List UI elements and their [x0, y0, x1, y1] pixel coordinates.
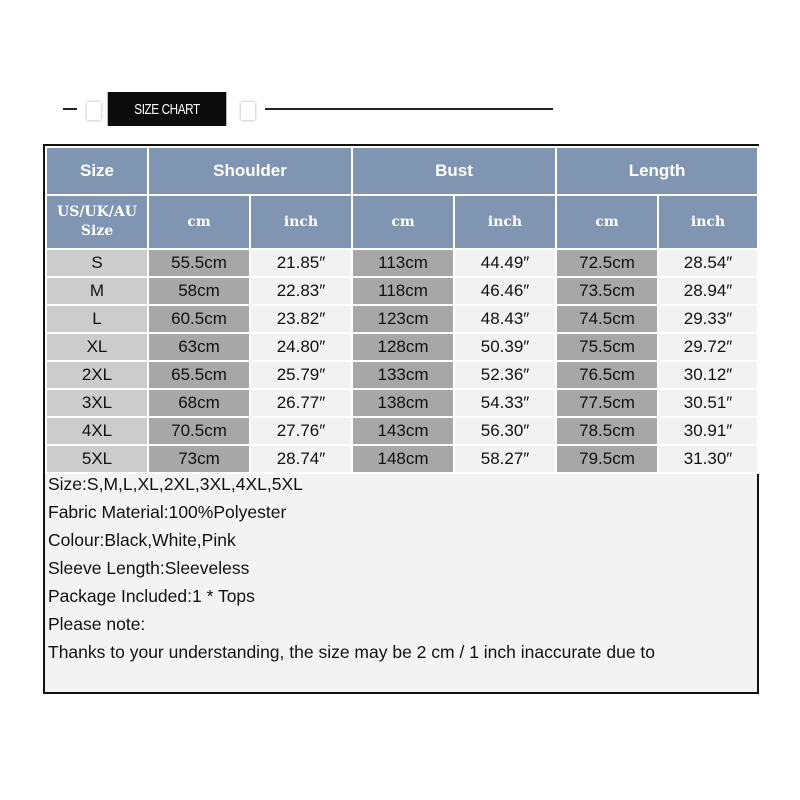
header-bust: Bust — [352, 147, 556, 195]
size-label-line2: Size — [80, 223, 114, 239]
cell-length-inch: 29.33″ — [658, 305, 758, 333]
cell-length-inch: 30.12″ — [658, 361, 758, 389]
cell-size: L — [46, 305, 148, 333]
table-row — [46, 277, 758, 305]
unit-length-cm: cm — [556, 195, 658, 249]
cell-size: XL — [46, 333, 148, 361]
table-row — [46, 249, 758, 277]
size-chart-title: SIZE CHART — [108, 92, 227, 126]
cell-length-inch: 28.54″ — [658, 249, 758, 277]
cell-length-inch: 30.51″ — [658, 389, 758, 417]
note-line: Colour:Black,White,Pink — [48, 530, 236, 550]
cell-size: S — [46, 249, 148, 277]
header-size-label — [46, 195, 148, 249]
cell-bust-inch: 50.39″ — [454, 333, 556, 361]
cell-length-cm: 78.5cm — [556, 417, 658, 445]
table-row — [46, 333, 758, 361]
cell-shoulder-cm: 65.5cm — [148, 361, 250, 389]
cell-size: 3XL — [46, 389, 148, 417]
cell-length-cm: 76.5cm — [556, 361, 658, 389]
banner-right-line — [265, 108, 553, 110]
size-chart-frame — [43, 144, 759, 694]
cell-bust-cm: 138cm — [352, 389, 454, 417]
cell-shoulder-cm: 63cm — [148, 333, 250, 361]
cell-bust-inch: 46.46″ — [454, 277, 556, 305]
cell-shoulder-inch: 22.83″ — [250, 277, 352, 305]
note-line: Please note: — [48, 614, 146, 634]
cell-bust-inch: 58.27″ — [454, 445, 556, 473]
banner-left-line — [63, 108, 77, 110]
table-row — [46, 445, 758, 473]
cell-shoulder-inch: 27.76″ — [250, 417, 352, 445]
table-row — [46, 417, 758, 445]
header-size: Size — [46, 147, 148, 195]
cell-bust-inch: 48.43″ — [454, 305, 556, 333]
banner-right-tab — [241, 102, 255, 120]
header-length: Length — [556, 147, 758, 195]
cell-size: M — [46, 277, 148, 305]
cell-bust-cm: 143cm — [352, 417, 454, 445]
cell-length-inch: 31.30″ — [658, 445, 758, 473]
cell-shoulder-cm: 58cm — [148, 277, 250, 305]
cell-size: 4XL — [46, 417, 148, 445]
unit-bust-inch: inch — [454, 195, 556, 249]
unit-bust-cm: cm — [352, 195, 454, 249]
size-table-body — [46, 249, 758, 473]
cell-length-cm: 74.5cm — [556, 305, 658, 333]
note-line: Fabric Material:100%Polyester — [48, 502, 287, 522]
table-row — [46, 389, 758, 417]
cell-length-cm: 73.5cm — [556, 277, 658, 305]
unit-length-inch: inch — [658, 195, 758, 249]
cell-bust-cm: 133cm — [352, 361, 454, 389]
cell-shoulder-cm: 68cm — [148, 389, 250, 417]
cell-shoulder-inch: 26.77″ — [250, 389, 352, 417]
header-row-units — [46, 195, 758, 249]
cell-bust-cm: 148cm — [352, 445, 454, 473]
header-row-groups — [46, 147, 758, 195]
size-table — [45, 146, 759, 474]
cell-size: 5XL — [46, 445, 148, 473]
cell-shoulder-inch: 28.74″ — [250, 445, 352, 473]
cell-shoulder-cm: 70.5cm — [148, 417, 250, 445]
size-chart-banner — [55, 90, 555, 128]
unit-shoulder-cm: cm — [148, 195, 250, 249]
note-line: Size:S,M,L,XL,2XL,3XL,4XL,5XL — [48, 474, 303, 494]
size-label-line1: US/UK/AU — [57, 204, 137, 220]
cell-shoulder-inch: 21.85″ — [250, 249, 352, 277]
cell-shoulder-cm: 73cm — [148, 445, 250, 473]
unit-shoulder-inch: inch — [250, 195, 352, 249]
cell-length-inch: 29.72″ — [658, 333, 758, 361]
cell-size: 2XL — [46, 361, 148, 389]
cell-length-cm: 77.5cm — [556, 389, 658, 417]
cell-bust-cm: 128cm — [352, 333, 454, 361]
cell-bust-inch: 44.49″ — [454, 249, 556, 277]
note-line: Thanks to your understanding, the size may be 2 cm / 1 inch inaccurate due to — [48, 642, 656, 662]
cell-bust-inch: 54.33″ — [454, 389, 556, 417]
table-row — [46, 361, 758, 389]
cell-bust-cm: 118cm — [352, 277, 454, 305]
table-row — [46, 305, 758, 333]
cell-length-inch: 30.91″ — [658, 417, 758, 445]
cell-length-cm: 72.5cm — [556, 249, 658, 277]
cell-shoulder-cm: 60.5cm — [148, 305, 250, 333]
cell-shoulder-inch: 24.80″ — [250, 333, 352, 361]
header-shoulder: Shoulder — [148, 147, 352, 195]
product-notes — [48, 470, 754, 666]
banner-left-tab — [87, 102, 101, 120]
cell-length-cm: 79.5cm — [556, 445, 658, 473]
cell-shoulder-inch: 25.79″ — [250, 361, 352, 389]
cell-bust-cm: 113cm — [352, 249, 454, 277]
cell-bust-inch: 52.36″ — [454, 361, 556, 389]
cell-shoulder-cm: 55.5cm — [148, 249, 250, 277]
note-line: Package Included:1 * Tops — [48, 586, 255, 606]
cell-bust-cm: 123cm — [352, 305, 454, 333]
cell-bust-inch: 56.30″ — [454, 417, 556, 445]
cell-shoulder-inch: 23.82″ — [250, 305, 352, 333]
note-line: Sleeve Length:Sleeveless — [48, 558, 250, 578]
cell-length-inch: 28.94″ — [658, 277, 758, 305]
cell-length-cm: 75.5cm — [556, 333, 658, 361]
